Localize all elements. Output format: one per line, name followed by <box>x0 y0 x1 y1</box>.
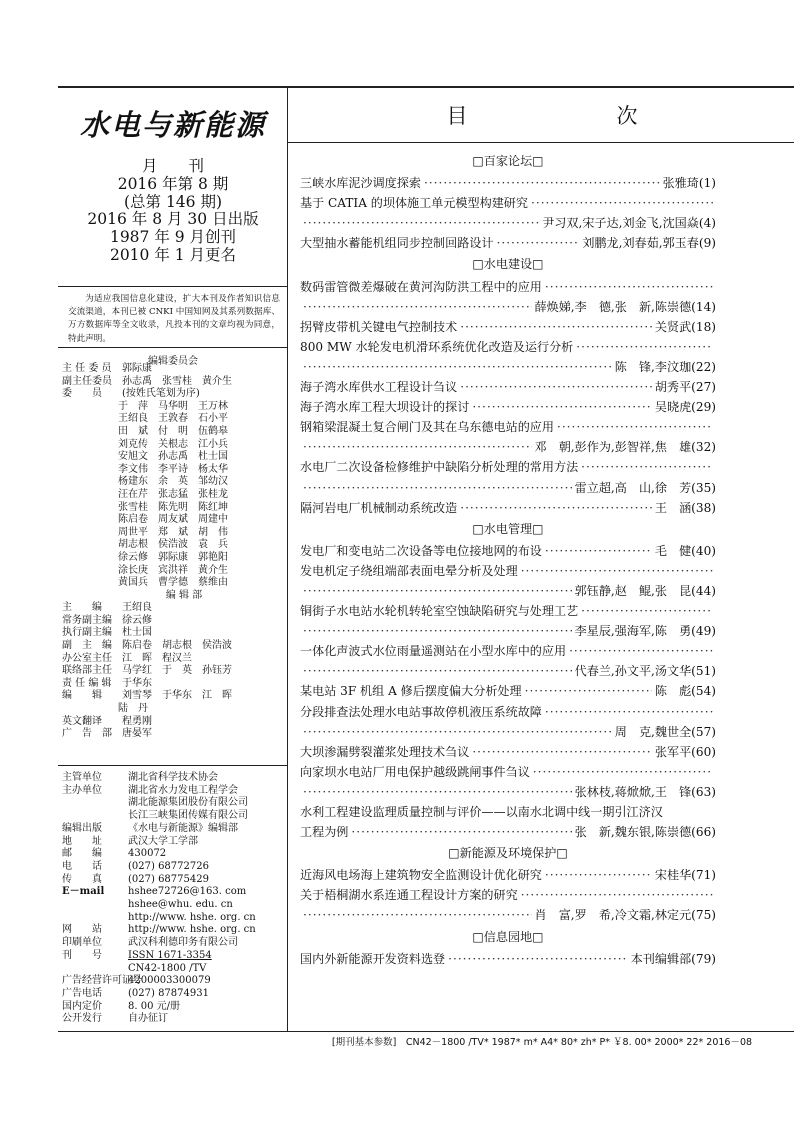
renamed: 2010 年 1 月更名 <box>109 245 237 264</box>
toc-entry <box>300 193 716 213</box>
staff-row <box>62 716 286 729</box>
toc-entry-title: 海子湾水库工程大坝设计的探讨 <box>300 400 470 415</box>
board-role: 委 员 <box>62 388 102 400</box>
leader-dots <box>581 601 713 621</box>
staff-role: 常务副主编 <box>62 614 112 626</box>
board-role: 副主任委员 <box>62 375 112 387</box>
board-members: 王绍良 王敦春 石小平 <box>118 413 228 425</box>
board-members: 李文伟 李平诗 杨太华 <box>118 463 228 475</box>
staff-names: 陆 丹 <box>118 703 148 715</box>
leader-dots <box>569 641 713 661</box>
board-members: 杨建东 余 英 邹幼汉 <box>118 476 228 488</box>
board-members: 涂长庚 宾洪祥 黄介生 <box>118 564 228 576</box>
meta-row <box>62 963 286 976</box>
toc-section-heading: □信息园地□ <box>472 929 544 944</box>
staff-names: 江 晖 程汉兰 <box>122 652 192 664</box>
toc-entry-title: 工程为例 <box>300 825 349 840</box>
toc-entry-title: 分段排查法处理水电站事故停机液压系统故障 <box>300 704 542 719</box>
staff-role: 联络部主任 <box>62 665 112 677</box>
leader-dots <box>460 317 652 337</box>
leader-dots <box>521 561 713 581</box>
meta-row <box>62 797 286 810</box>
toc-entry-title: 国内外新能源开发资料选登 <box>300 951 446 966</box>
meta-value: 湖北省科学技术协会 <box>128 772 218 783</box>
toc-entry-title: 三峡水库泥沙调度探索 <box>300 176 421 191</box>
meta-value: (027) 68775429 <box>128 873 209 885</box>
meta-label: 传 真 <box>62 873 102 885</box>
leader-dots <box>525 681 652 701</box>
toc-entry <box>300 641 716 661</box>
board-row <box>62 401 286 414</box>
toc-entry <box>300 457 716 477</box>
toc-entry-author-page: 陈 彪(54) <box>654 684 716 699</box>
leader-dots <box>303 905 532 925</box>
board-row <box>62 451 286 464</box>
toc-entry-title: 基于 CATIA 的坝体施工单元模型构建研究 <box>300 196 528 211</box>
editorial-board <box>62 363 286 741</box>
toc-entry-title: 拐臂皮带机关键电气控制技术 <box>300 319 458 334</box>
toc-entry-author-page: 邓 朝,彭作为,彭智祥,焦 雄(32) <box>534 440 716 455</box>
toc-entry-title: 水利工程建设监理质量控制与评价——以南水北调中线一期引江济汉 <box>300 805 663 819</box>
board-row <box>62 565 286 578</box>
toc-entry-title: 钢箱梁混凝土复合闸门及其在乌东德电站的应用 <box>300 420 554 435</box>
divider <box>58 286 287 287</box>
meta-label: 主管单位 <box>62 772 102 783</box>
toc-entry <box>300 621 716 641</box>
toc-entry-author-page: 毛 健(40) <box>654 543 716 558</box>
leader-dots <box>303 621 572 641</box>
toc-entry <box>300 541 716 561</box>
leader-dots <box>303 213 539 233</box>
divider <box>287 142 794 143</box>
staff-row <box>62 653 286 666</box>
meta-value: CN42-1800 /TV <box>128 962 207 974</box>
leader-dots <box>545 277 713 297</box>
meta-value: (027) 68772726 <box>128 860 209 872</box>
meta-value: http://www. hshe. org. cn <box>128 924 256 936</box>
toc-entry <box>300 417 716 437</box>
board-row <box>62 363 286 376</box>
board-row <box>62 527 286 540</box>
toc-entry <box>300 581 716 601</box>
leader-dots <box>303 722 612 742</box>
board-row <box>62 489 286 502</box>
toc-section-heading: □水电建设□ <box>472 257 544 272</box>
leader-dots <box>303 297 532 317</box>
meta-label: 网 站 <box>62 924 102 936</box>
toc-entry-title: 数码雷管微差爆破在黄河沟防洪工程中的应用 <box>300 279 542 294</box>
meta-value: 武汉科利德印务有限公司 <box>128 937 238 949</box>
meta-row <box>62 988 286 1001</box>
toc-entry-title: 大坝渗漏劈裂灌浆处理技术刍议 <box>300 744 470 759</box>
toc-entry-title: 海子湾水库供水工程设计刍议 <box>300 380 458 395</box>
toc-entry <box>300 722 716 742</box>
board-members: 田 斌 付 明 伍鹤皋 <box>118 425 228 437</box>
pub-date: 2016 年 8 月 30 日出版 <box>87 210 259 229</box>
meta-label: 印刷单位 <box>62 937 102 949</box>
leader-dots <box>351 822 571 842</box>
board-role: 主 任 委 员 <box>62 363 112 374</box>
leader-dots <box>545 541 652 561</box>
board-members: 陈启卷 周友斌 周建中 <box>118 514 228 526</box>
toc-entry <box>300 601 716 621</box>
toc-entry-author-page: 郭钰静,赵 鲲,张 昆(44) <box>574 583 716 598</box>
meta-row <box>62 1001 286 1014</box>
toc-entry-author-page: 陈 锋,李汶珈(22) <box>614 359 716 374</box>
leader-dots <box>424 173 660 193</box>
leader-dots <box>303 437 532 457</box>
toc-entry <box>300 498 716 518</box>
toc-entry <box>300 213 716 233</box>
toc-entry-author-page: 刘鹏龙,刘春茹,郭玉春(9) <box>582 236 716 251</box>
toc-entry <box>300 762 716 782</box>
toc-entry-author-page: 代春兰,孙文平,汤文华(51) <box>574 664 716 679</box>
meta-value: 长江三峡集团传媒有限公司 <box>128 810 248 822</box>
toc-entry <box>300 949 716 969</box>
toc-entry <box>300 822 716 842</box>
staff-names: 王绍良 <box>122 602 152 614</box>
staff-role: 主 编 <box>62 602 102 614</box>
board-row <box>62 464 286 477</box>
toc-entry-title: 一体化声波式水位雨量遥测站在小型水库中的应用 <box>300 644 567 659</box>
board-members: 黄国兵 曹学德 蔡维由 <box>118 577 228 589</box>
toc-entry-title: 发电厂和变电站二次设备等电位接地网的布设 <box>300 543 542 558</box>
meta-value: (027) 87874931 <box>128 987 209 999</box>
meta-label: 刊 号 <box>62 949 102 961</box>
leader-dots <box>576 337 713 357</box>
toc-entry <box>300 802 716 822</box>
toc-entry-title: 近海风电场海上建筑物安全监测设计优化研究 <box>300 868 542 883</box>
board-row <box>62 413 286 426</box>
toc-entry-title: 向家坝水电站厂用电保护越级跳闸事件刍议 <box>300 764 530 779</box>
toc-entry <box>300 885 716 905</box>
board-row <box>62 552 286 565</box>
meta-row <box>62 823 286 836</box>
toc-entry <box>300 357 716 377</box>
meta-label: 公开发行 <box>62 1013 102 1025</box>
meta-label: 国内定价 <box>62 1000 102 1012</box>
toc-entry <box>300 277 716 297</box>
journal-logo <box>70 102 276 144</box>
staff-names: 陈启卷 胡志根 侯浩波 <box>122 640 232 652</box>
leader-dots <box>303 782 572 802</box>
leader-dots <box>303 357 612 377</box>
board-members: 刘克传 关根志 江小兵 <box>118 438 228 450</box>
leader-dots <box>531 193 713 213</box>
staff-names: 杜士国 <box>122 627 152 639</box>
toc-entry-author-page: 张 新,魏东银,陈崇德(66) <box>574 825 716 840</box>
board-row <box>62 476 286 489</box>
leader-dots <box>303 581 572 601</box>
journal-parameters: [期刊基本参数] CN42－1800 /TV* 1987* m* A4* 80* zh* P* ￥8. 00* 2000* 22* 2016－08 <box>331 1037 753 1048</box>
meta-value: 4200003300079 <box>128 975 211 987</box>
meta-row <box>62 975 286 988</box>
staff-names: 徐云修 <box>122 614 152 626</box>
meta-row <box>62 785 286 798</box>
staff-names: 程勇刚 <box>122 715 152 727</box>
divider <box>58 765 287 766</box>
leader-dots <box>303 661 572 681</box>
leader-dots <box>497 233 580 253</box>
leader-dots <box>533 762 713 782</box>
board-title: 编辑委员会 <box>148 356 198 367</box>
toc-entry-author-page: 薛焕娣,李 德,张 新,陈崇德(14) <box>534 299 716 314</box>
toc-title: 目 次 <box>446 104 702 128</box>
staff-names: 唐晏军 <box>122 728 152 740</box>
board-row <box>62 577 286 590</box>
total-issue: (总第 146 期) <box>123 192 223 211</box>
toc-entry <box>300 297 716 317</box>
meta-label: 广告经营许可证号 <box>62 975 142 987</box>
meta-row <box>62 899 286 912</box>
leader-dots <box>557 417 713 437</box>
meta-row <box>62 836 286 849</box>
toc-entry-title: 800 MW 水轮发电机滑环系统优化改造及运行分析 <box>300 339 574 354</box>
meta-label: 主办单位 <box>62 784 102 796</box>
toc-entry-author-page: 肖 富,罗 希,冷文霜,林定元(75) <box>534 908 716 923</box>
toc-entry-title: 隔河岩电厂机械制动系统改造 <box>300 500 458 515</box>
toc-section-heading: □百家论坛□ <box>472 154 544 168</box>
toc-entry-author-page: 王 涵(38) <box>654 500 716 515</box>
leader-dots <box>472 742 652 762</box>
toc-entry-author-page: 宋桂华(71) <box>654 868 716 883</box>
board-row <box>62 502 286 515</box>
toc-entry <box>300 437 716 457</box>
staff-row <box>62 627 286 640</box>
meta-value: 8. 00 元/册 <box>128 1000 180 1012</box>
toc-entry-title: 关于梧桐湖水系连通工程设计方案的研究 <box>300 888 518 903</box>
toc-entry <box>300 742 716 762</box>
toc-entry <box>300 561 716 581</box>
toc-entry <box>300 233 716 253</box>
toc-entry <box>300 377 716 397</box>
meta-row <box>62 874 286 887</box>
meta-value: 湖北省水力发电工程学会 <box>128 784 238 796</box>
meta-row <box>62 772 286 785</box>
staff-row <box>62 703 286 716</box>
toc-entry <box>300 681 716 701</box>
toc-entry-author-page: 张军平(60) <box>654 744 716 759</box>
editorial-office-title: 编 辑 部 <box>165 589 203 601</box>
staff-row <box>62 678 286 691</box>
meta-row <box>62 912 286 925</box>
toc-entry <box>300 782 716 802</box>
meta-row <box>62 886 286 899</box>
board-row <box>62 388 286 401</box>
board-row <box>62 439 286 452</box>
toc-entry <box>300 173 716 193</box>
staff-role: 办公室主任 <box>62 652 112 664</box>
leader-dots <box>303 478 572 498</box>
toc-entry-author-page: 尹习双,宋子达,刘金飞,沈国焱(4) <box>542 216 716 231</box>
publication-info <box>62 158 284 265</box>
staff-role: 执行副主编 <box>62 627 112 639</box>
toc-entry-title: 大型抽水蓄能机组同步控制回路设计 <box>300 236 494 251</box>
meta-value: 湖北能源集团股份有限公司 <box>128 797 248 809</box>
staff-row <box>62 602 286 615</box>
board-members: 郭际康 <box>122 363 152 374</box>
board-row <box>62 539 286 552</box>
staff-role: 广 告 部 <box>62 728 112 740</box>
board-members: 周世平 郑 斌 胡 伟 <box>118 526 228 538</box>
journal-meta <box>62 772 286 1026</box>
toc-entry <box>300 337 716 357</box>
toc-entry-title: 发电机定子绕组端部表面电晕分析及处理 <box>300 563 518 578</box>
meta-row <box>62 937 286 950</box>
founded: 1987 年 9 月创刊 <box>109 228 237 247</box>
meta-value: hshee@whu. edu. cn <box>128 899 233 911</box>
frequency: 月 刊 <box>141 157 204 175</box>
staff-row <box>62 690 286 703</box>
toc-section-heading: □水电管理□ <box>472 521 544 536</box>
leader-dots <box>472 397 652 417</box>
toc-entry <box>300 702 716 722</box>
toc-entry <box>300 478 716 498</box>
meta-value: 《水电与新能源》编辑部 <box>128 822 238 834</box>
leader-dots <box>545 702 713 722</box>
board-members: 张雪桂 陈先明 陈红坤 <box>118 501 228 513</box>
toc-entry-title: 水电厂二次设备检修维护中缺陷分析处理的常用方法 <box>300 460 579 475</box>
board-row <box>62 376 286 389</box>
board-row <box>62 514 286 527</box>
staff-row <box>62 615 286 628</box>
meta-row <box>62 950 286 963</box>
meta-label: 编辑出版 <box>62 822 102 834</box>
board-members: 安旭文 孙志禹 杜士国 <box>118 451 228 463</box>
meta-value: 武汉大学工学部 <box>128 835 198 847</box>
logo-text: 水电与新能源 <box>79 107 266 142</box>
toc-entry-author-page: 周 克,魏世全(57) <box>614 724 716 739</box>
board-members: 孙志禹 张雪桂 黄介生 <box>122 375 232 387</box>
staff-names: 于华东 <box>122 677 152 689</box>
leader-dots <box>581 457 713 477</box>
meta-value: hshee72726@163. com <box>128 886 247 898</box>
staff-role: 责 任 编 辑 <box>62 677 112 689</box>
board-members: 徐云修 郭际康 郭艳阳 <box>118 551 228 563</box>
board-row <box>62 426 286 439</box>
meta-value: ISSN 1671-3354 <box>128 949 212 961</box>
toc-entry-author-page: 本刊编辑部(79) <box>630 951 716 966</box>
staff-names: 马学红 于 英 孙钰芳 <box>122 665 232 677</box>
meta-row <box>62 1013 286 1026</box>
meta-value: 自办征订 <box>128 1013 168 1025</box>
board-members: 于 萍 马华明 王万林 <box>118 400 228 412</box>
meta-value: http://www. hshe. org. cn <box>128 911 256 923</box>
meta-label: 广告电话 <box>62 987 102 999</box>
toc-entry-author-page: 张林枝,蒋焮焮,王 锋(63) <box>574 784 716 799</box>
staff-row <box>62 728 286 741</box>
meta-row <box>62 810 286 823</box>
copyright-notice: 为适应我国信息化建设，扩大本刊及作者知识信息交流渠道，本刊已被 CNKI 中国知网及其系列数据库、万方数据库等全文收录，凡投本刊的文章均视为同意，特此声明。 <box>68 294 280 344</box>
toc-entry <box>300 317 716 337</box>
meta-value: 430072 <box>128 848 167 860</box>
toc-entry-title: 铜街子水电站水轮机转轮室空蚀缺陷研究与处理工艺 <box>300 604 579 619</box>
staff-names: 刘雪琴 于华东 江 晖 <box>122 690 232 702</box>
staff-row <box>62 640 286 653</box>
meta-label: E－mail <box>62 886 105 898</box>
toc-entry-author-page: 雷立超,高 山,徐 芳(35) <box>574 480 716 495</box>
toc-entry-author-page: 胡秀平(27) <box>654 380 716 395</box>
staff-role: 编 辑 <box>62 690 102 702</box>
toc-entry <box>300 905 716 925</box>
leader-dots <box>460 377 652 397</box>
toc-entry-author-page: 李星辰,强海军,陈 勇(49) <box>574 624 716 639</box>
toc-entry-author-page: 张雅琦(1) <box>662 176 716 191</box>
toc-entry <box>300 865 716 885</box>
staff-row <box>62 665 286 678</box>
meta-label: 地 址 <box>62 835 102 847</box>
leader-dots <box>448 949 628 969</box>
toc-entry-author-page: 吴晓虎(29) <box>654 400 716 415</box>
meta-label: 电 话 <box>62 860 102 872</box>
meta-label: 邮 编 <box>62 848 102 860</box>
toc-entry-author-page: 关贤武(18) <box>654 319 716 334</box>
meta-row <box>62 924 286 937</box>
toc-entry <box>300 397 716 417</box>
leader-dots <box>545 865 652 885</box>
toc-entry <box>300 661 716 681</box>
divider <box>58 347 287 348</box>
table-of-contents <box>300 150 716 969</box>
leader-dots <box>460 498 652 518</box>
staff-role: 英文翻译 <box>62 715 102 727</box>
issue: 2016 年第 8 期 <box>117 174 229 193</box>
board-members: 汪在芹 张志猛 张桂龙 <box>118 488 228 500</box>
board-members: 胡志根 侯浩波 袁 兵 <box>118 539 228 551</box>
staff-role: 副 主 编 <box>62 640 112 652</box>
board-members: (按姓氏笔划为序) <box>122 388 200 400</box>
meta-row <box>62 848 286 861</box>
column-divider <box>287 86 288 1031</box>
toc-entry-title: 某电站 3F 机组 A 修后摆度偏大分析处理 <box>300 684 522 699</box>
meta-row <box>62 861 286 874</box>
toc-section-heading: □新能源及环境保护□ <box>448 846 568 861</box>
leader-dots <box>521 885 713 905</box>
